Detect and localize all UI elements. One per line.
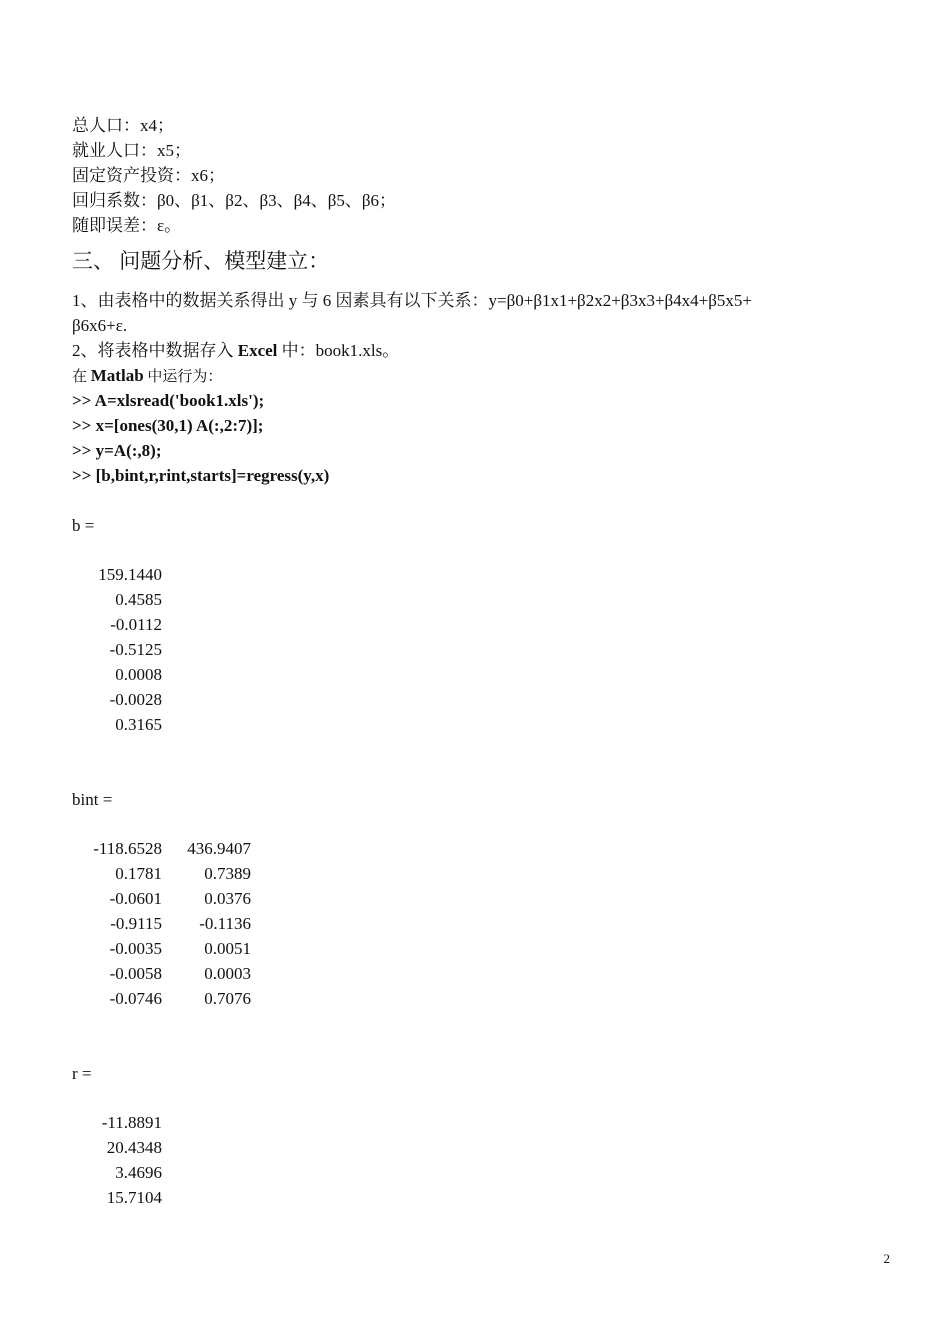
matlab-word: Matlab (90, 366, 144, 385)
intro-line-coefficients: 回归系数：β0、β1、β2、β3、β4、β5、β6； (72, 191, 397, 210)
bint-upper: 0.0051 (204, 939, 251, 958)
command-2: >> x=[ones(30,1) A(:,2:7)]; (72, 416, 264, 435)
matlab-suffix: 中运行为： (143, 369, 223, 385)
r-value: 20.4348 (106, 1138, 162, 1157)
b-value: 0.3165 (115, 715, 162, 734)
bint-label: bint = (72, 790, 113, 809)
bint-upper: 0.7389 (204, 864, 251, 883)
step2-suffix: 中：book1.xls。 (277, 341, 400, 360)
step2-line (72, 340, 399, 362)
intro-line-x5: 就业人口：x5； (72, 141, 191, 160)
bint-upper: 0.0376 (204, 889, 251, 908)
b-value: -0.0112 (110, 615, 162, 634)
command-1: >> A=xlsread('book1.xls'); (72, 391, 265, 410)
b-value: 0.4585 (115, 590, 162, 609)
matlab-prefix: 在 (72, 369, 91, 385)
bint-lower: -0.0601 (109, 889, 162, 908)
bint-lower: 0.1781 (115, 864, 162, 883)
bint-lower: -0.0746 (109, 989, 162, 1008)
r-value: 15.7104 (106, 1188, 162, 1207)
page-number: 2 (883, 1251, 890, 1266)
step2-excel: Excel (237, 341, 278, 360)
command-4: >> [b,bint,r,rint,starts]=regress(y,x) (72, 466, 330, 485)
b-value: -0.5125 (109, 640, 162, 659)
bint-upper: -0.1136 (199, 914, 251, 933)
intro-line-error: 随即误差：ε。 (72, 216, 182, 235)
matlab-line (72, 365, 222, 388)
b-value: -0.0028 (109, 690, 162, 709)
bint-lower: -0.0058 (109, 964, 162, 983)
r-value: 3.4696 (115, 1163, 162, 1182)
bint-upper: 436.9407 (187, 839, 251, 858)
bint-lower: -0.0035 (109, 939, 162, 958)
intro-line-x4: 总人口：x4； (72, 116, 174, 135)
b-value: 0.0008 (115, 665, 162, 684)
b-value: 159.1440 (98, 565, 162, 584)
bint-upper: 0.0003 (204, 964, 251, 983)
b-label: b = (72, 516, 95, 535)
r-label: r = (72, 1064, 92, 1083)
bint-lower: -118.6528 (93, 839, 162, 858)
step1-line2: β6x6+ε. (72, 316, 128, 335)
intro-line-x6: 固定资产投资：x6； (72, 166, 225, 185)
step1-line1: 1、由表格中的数据关系得出 y 与 6 因素具有以下关系：y=β0+β1x1+β2x2+β3x3+β4x4+β5x5+ (72, 291, 753, 310)
bint-lower: -0.9115 (110, 914, 162, 933)
r-value: -11.8891 (101, 1113, 162, 1132)
bint-upper: 0.7076 (204, 989, 251, 1008)
command-3: >> y=A(:,8); (72, 441, 162, 460)
section-heading: 三、 问题分析、模型建立： (72, 249, 330, 273)
step2-prefix: 2、将表格中数据存入 (72, 341, 238, 360)
